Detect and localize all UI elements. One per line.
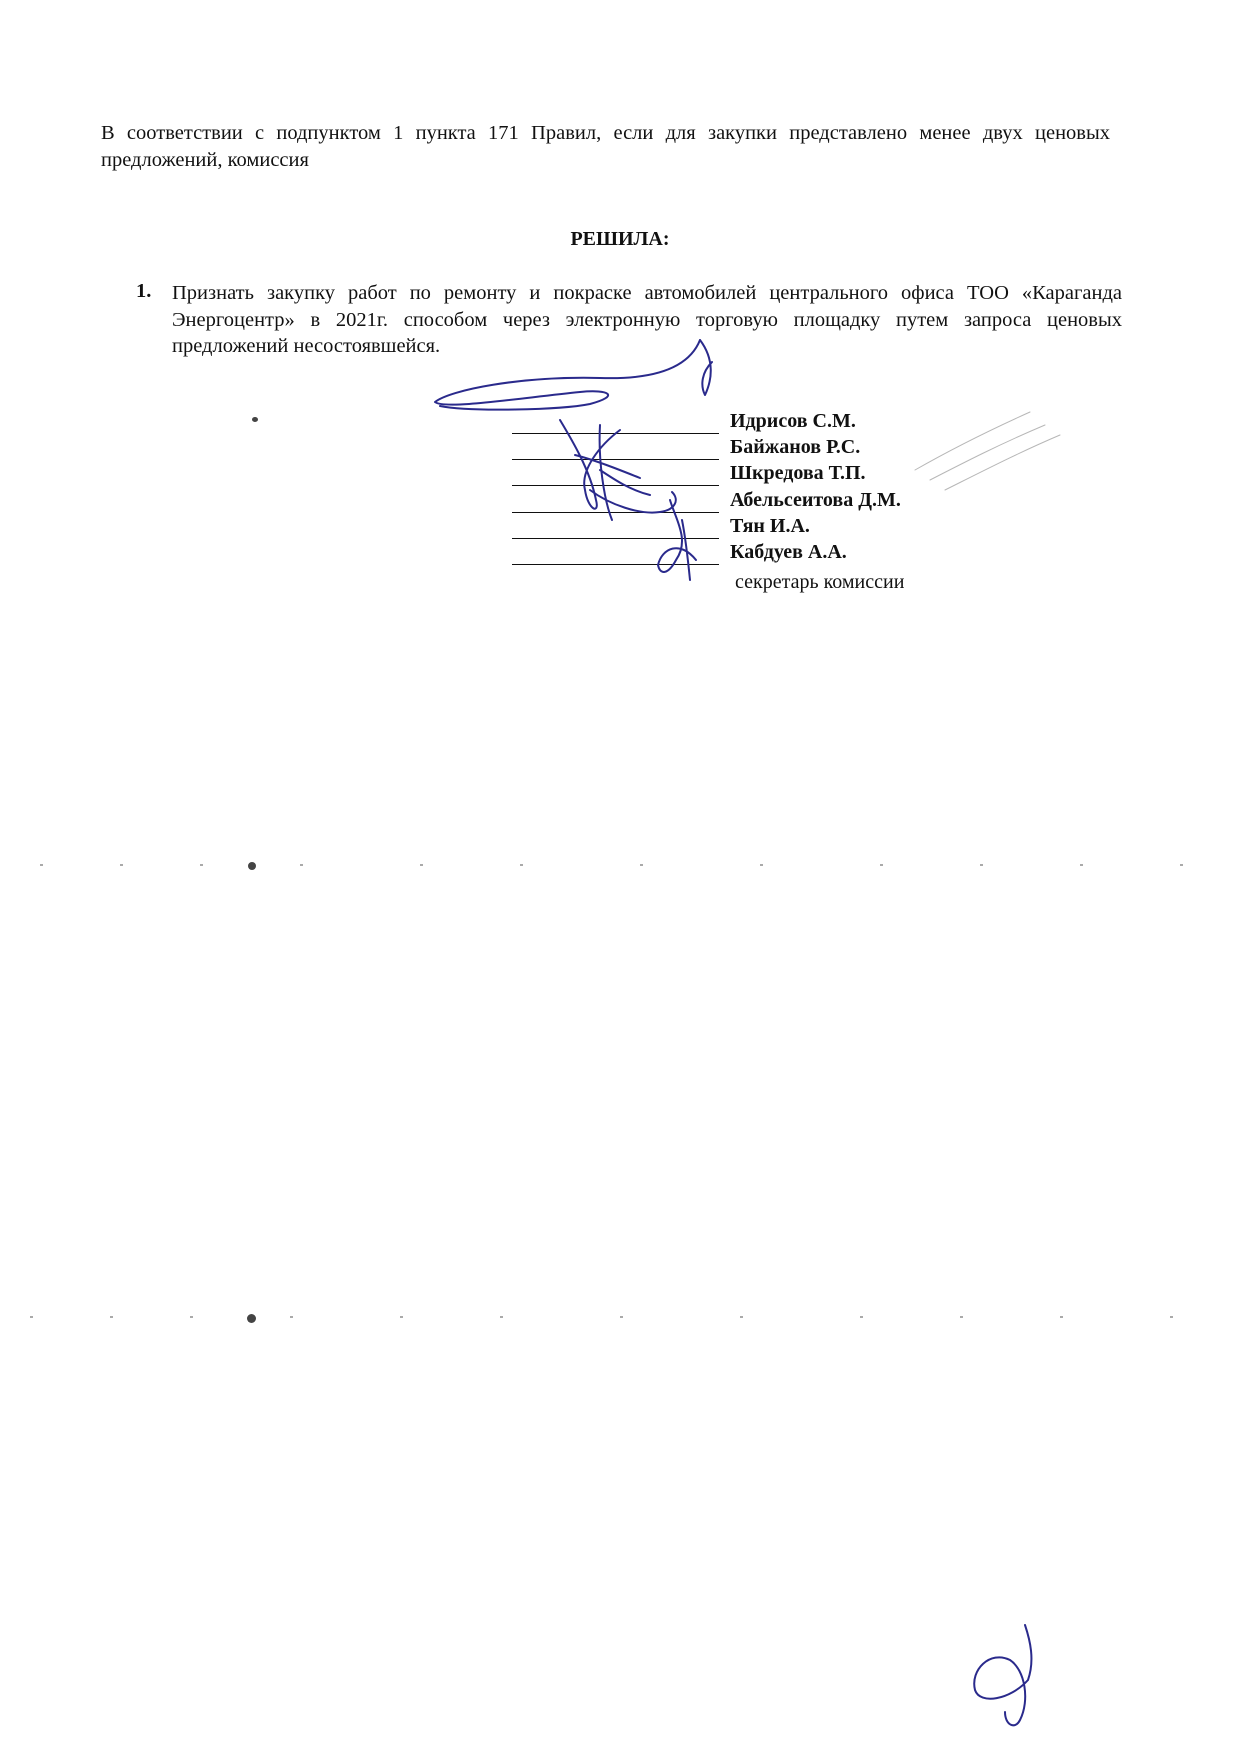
- decision-item-text: Признать закупку работ по ремонту и покраске автомобилей центрального офиса ТОО «Караганда Энергоцентр» в 2021г. способом через электронную торговую площадку путем запроса ценовых предложений несостоявшейся.: [172, 282, 1122, 357]
- signatory-name: Абельсеитова Д.М.: [730, 489, 901, 511]
- intro-paragraph: В соответствии с подпунктом 1 пункта 171 Правил, если для закупки представлено менее двух ценовых предложений, комиссия: [101, 122, 1110, 171]
- signatory-name: Идрисов С.М.: [730, 410, 856, 432]
- secretary-label: секретарь комиссии: [735, 571, 905, 593]
- signatory-name: Кабдуев А.А.: [730, 541, 847, 563]
- decision-heading: РЕШИЛА:: [570, 228, 670, 250]
- initials-scribble: [974, 1625, 1031, 1725]
- signatory-name: Байжанов Р.С.: [730, 436, 861, 458]
- signatory-name: Тян И.А.: [730, 515, 810, 537]
- scan-dotted-line: [0, 864, 1240, 868]
- scan-speck: [252, 417, 258, 422]
- faint-bleed-marks: [915, 412, 1060, 490]
- signature-scribble-2: [700, 340, 712, 395]
- decision-item-number: 1.: [136, 280, 152, 302]
- scan-dotted-line: [0, 1316, 1240, 1320]
- signature-scribble-1: [435, 340, 700, 410]
- signatory-name: Шкредова Т.П.: [730, 462, 866, 484]
